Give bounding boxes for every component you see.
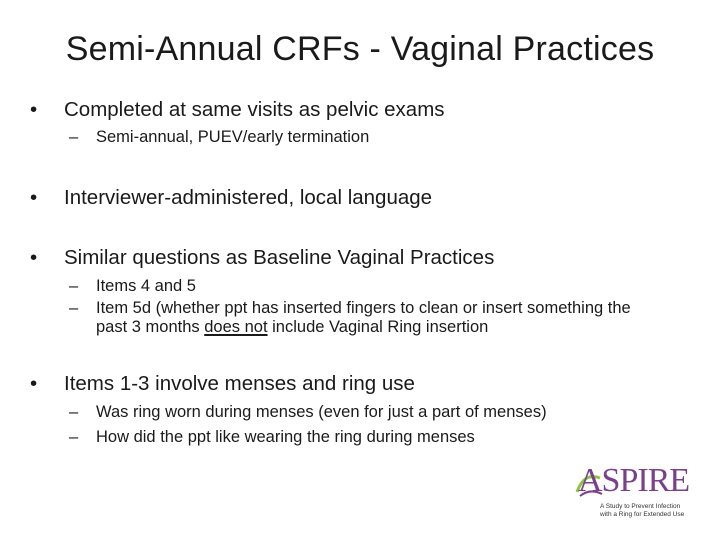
sub-bullet (30, 299, 656, 337)
logo-tagline-line1: A Study to Prevent Infection (600, 503, 681, 510)
bullet-marker: • (30, 246, 38, 269)
sub-bullet-text-after: include Vaginal Ring insertion (267, 318, 489, 336)
bullet-2 (30, 185, 690, 211)
bullet-1 (30, 97, 690, 123)
bullet-marker: • (30, 186, 38, 209)
aspire-logo (574, 462, 700, 522)
sub-bullet-text: How did the ppt like wearing the ring during menses (96, 428, 475, 446)
bullet-text: Similar questions as Baseline Vaginal Practices (64, 246, 495, 269)
sub-bullet (30, 428, 690, 447)
bullet-marker: • (30, 98, 38, 121)
sub-bullet-text: Items 4 and 5 (96, 277, 196, 295)
dash-marker: – (69, 403, 79, 421)
bullet-marker: • (30, 372, 38, 395)
underlined-emphasis: does not (204, 318, 268, 336)
sub-bullet (30, 403, 690, 422)
dash-marker: – (69, 428, 79, 446)
dash-marker: – (69, 128, 79, 146)
bullet-text: Interviewer-administered, local language (64, 186, 433, 209)
sub-bullet-text: Semi-annual, PUEV/early termination (96, 128, 370, 146)
bullet-text: Completed at same visits as pelvic exams (64, 98, 445, 121)
bullet-4 (30, 371, 690, 397)
logo-wordmark: ASPIRE (578, 462, 690, 499)
bullet-3 (30, 245, 690, 271)
dash-marker: – (69, 299, 79, 317)
dash-marker: – (69, 277, 79, 295)
sub-bullet (30, 277, 690, 296)
slide-title: Semi-Annual CRFs - Vaginal Practices (65, 30, 655, 68)
sub-bullet-text: Was ring worn during menses (even for just a part of menses) (96, 403, 547, 421)
bullet-text: Items 1-3 involve menses and ring use (64, 372, 415, 395)
logo-tagline (600, 503, 684, 519)
slide-content (30, 97, 690, 447)
sub-bullet (30, 128, 690, 147)
sub-bullet-text-before: Item 5d (whether ppt has inserted fingers to clean or insert something the past 3 months (96, 299, 631, 336)
logo-tagline-line2: with a Ring for Extended Use (600, 511, 685, 518)
sub-bullet-text (96, 299, 631, 336)
